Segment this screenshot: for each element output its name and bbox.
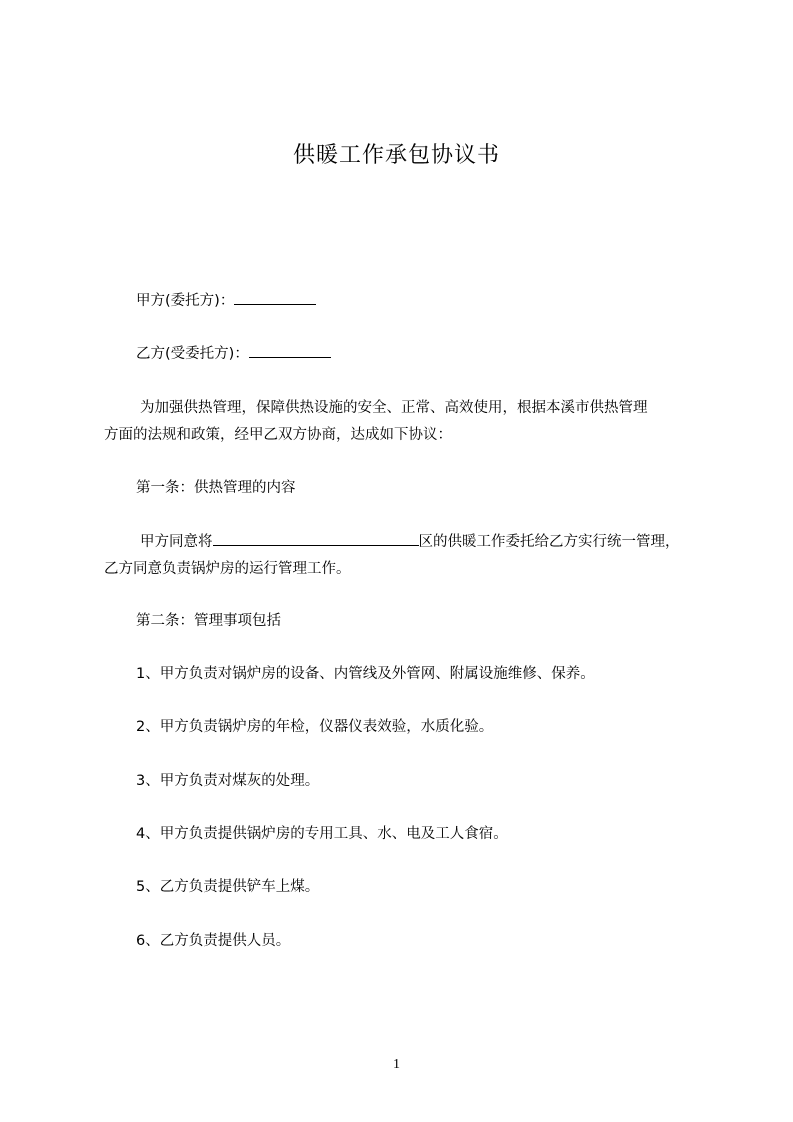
list-item: 6、乙方负责提供人员。 — [136, 933, 291, 949]
party-a-label: 甲方(委托方)： — [136, 293, 235, 309]
list-item: 2、甲方负责锅炉房的年检，仪器仪表效验，水质化验。 — [136, 719, 494, 735]
intro-line-2: 方面的法规和政策，经甲乙双方协商，达成如下协议： — [104, 427, 452, 443]
intro-line-1: 为加强供热管理，保障供热设施的安全、正常、高效使用，根据本溪市供热管理 — [140, 400, 648, 416]
list-item: 3、甲方负责对煤灰的处理。 — [136, 773, 320, 789]
party-a-line — [136, 290, 316, 311]
page-number: 1 — [393, 1057, 400, 1072]
article-1-line-1 — [140, 531, 680, 552]
article-2-heading: 第二条：管理事项包括 — [136, 613, 281, 629]
list-item: 1、甲方负责对锅炉房的设备、内管线及外管网、附属设施维修、保养。 — [136, 666, 595, 682]
list-item: 5、乙方负责提供铲车上煤。 — [136, 879, 320, 895]
document-title: 供暖工作承包协议书 — [292, 143, 500, 168]
article-1-pre: 甲方同意将 — [140, 534, 213, 550]
article-1-heading: 第一条：供热管理的内容 — [136, 480, 296, 496]
party-b-label: 乙方(受委托方)： — [136, 346, 249, 362]
party-b-blank — [249, 343, 331, 358]
party-b-line — [136, 343, 331, 364]
article-1-line-2: 乙方同意负责锅炉房的运行管理工作。 — [104, 561, 351, 577]
party-a-blank — [234, 290, 316, 305]
area-blank — [213, 531, 419, 546]
list-item: 4、甲方负责提供锅炉房的专用工具、水、电及工人食宿。 — [136, 826, 508, 842]
article-1-post: 区的供暖工作委托给乙方实行统一管理， — [418, 534, 680, 550]
